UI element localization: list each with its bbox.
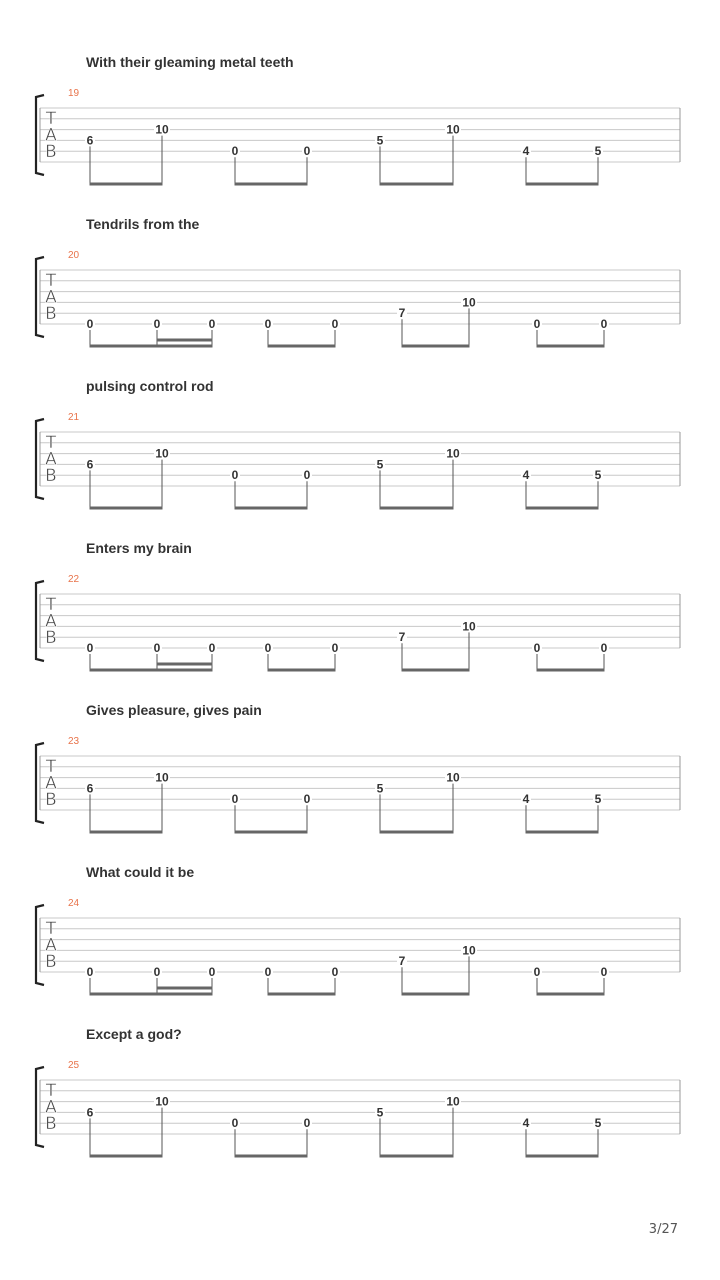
- measure-number: 21: [68, 412, 80, 423]
- tab-clef-letter: B: [45, 951, 57, 972]
- tab-system: [36, 378, 680, 508]
- fret-number: 0: [331, 965, 339, 979]
- fret-number: 6: [86, 133, 94, 148]
- fret-number: 10: [155, 1094, 169, 1109]
- fret-number: 0: [600, 965, 608, 979]
- fret-number: 6: [86, 1105, 94, 1120]
- fret-number: 0: [600, 317, 608, 331]
- fret-number: 0: [533, 965, 541, 979]
- fret-number: 10: [155, 122, 169, 137]
- fret-number: 10: [446, 1094, 460, 1109]
- fret-number: 0: [264, 641, 272, 655]
- tab-clef-letter: T: [45, 270, 57, 291]
- fret-number: 4: [522, 144, 530, 159]
- fret-number: 5: [594, 1116, 602, 1131]
- page-number: 3/27: [648, 1222, 678, 1237]
- fret-number: 0: [153, 317, 161, 331]
- lyric-text: What could it be: [86, 864, 195, 880]
- fret-number: 0: [600, 641, 608, 655]
- fret-number: 0: [231, 1116, 239, 1131]
- fret-number: 0: [303, 1116, 311, 1131]
- fret-number: 7: [398, 306, 406, 321]
- fret-number: 5: [376, 1105, 384, 1120]
- fret-number: 0: [303, 792, 311, 807]
- fret-number: 5: [376, 781, 384, 796]
- fret-number: 0: [208, 317, 216, 331]
- tab-clef-letter: B: [45, 303, 57, 324]
- fret-number: 0: [533, 641, 541, 655]
- fret-number: 10: [462, 943, 476, 958]
- tab-clef-letter: B: [45, 627, 57, 648]
- lyric-text: pulsing control rod: [86, 378, 214, 394]
- tab-clef-letter: T: [45, 1080, 57, 1101]
- tab-system: [36, 702, 680, 832]
- lyric-text: Gives pleasure, gives pain: [86, 702, 262, 718]
- measure-number: 19: [68, 88, 80, 99]
- tab-clef-letter: T: [45, 594, 57, 615]
- tab-clef-letter: A: [45, 287, 57, 308]
- fret-number: 10: [462, 619, 476, 634]
- fret-number: 6: [86, 781, 94, 796]
- tab-system: [36, 540, 680, 670]
- fret-number: 6: [86, 457, 94, 472]
- tab-clef-letter: T: [45, 756, 57, 777]
- measure-number: 24: [68, 898, 80, 909]
- fret-number: 0: [231, 144, 239, 159]
- fret-number: 5: [376, 457, 384, 472]
- fret-number: 4: [522, 468, 530, 483]
- fret-number: 0: [86, 317, 94, 331]
- fret-number: 0: [208, 965, 216, 979]
- tab-system: [36, 216, 680, 346]
- lyric-text: With their gleaming metal teeth: [86, 54, 294, 70]
- tab-clef-letter: A: [45, 611, 57, 632]
- measure-number: 25: [68, 1060, 80, 1071]
- fret-number: 5: [594, 792, 602, 807]
- lyric-text: Tendrils from the: [86, 216, 200, 232]
- measure-number: 20: [68, 250, 80, 261]
- tab-clef-letter: A: [45, 935, 57, 956]
- fret-number: 5: [376, 133, 384, 148]
- tab-system: [36, 864, 680, 994]
- measure-number: 23: [68, 736, 80, 747]
- tab-clef-letter: B: [45, 1113, 57, 1134]
- fret-number: 0: [86, 965, 94, 979]
- fret-number: 10: [155, 446, 169, 461]
- fret-number: 0: [231, 792, 239, 807]
- measure-number: 22: [68, 574, 80, 585]
- fret-number: 5: [594, 144, 602, 159]
- fret-number: 0: [303, 144, 311, 159]
- fret-number: 0: [86, 641, 94, 655]
- tab-clef-letter: A: [45, 773, 57, 794]
- fret-number: 0: [303, 468, 311, 483]
- tab-clef-letter: T: [45, 918, 57, 939]
- fret-number: 10: [462, 295, 476, 310]
- tab-clef-letter: B: [45, 465, 57, 486]
- fret-number: 10: [446, 122, 460, 137]
- fret-number: 0: [331, 641, 339, 655]
- tab-system: [36, 54, 680, 184]
- fret-number: 0: [533, 317, 541, 331]
- tab-clef-letter: B: [45, 789, 57, 810]
- lyric-text: Enters my brain: [86, 540, 192, 556]
- lyric-text: Except a god?: [86, 1026, 182, 1042]
- fret-number: 0: [153, 641, 161, 655]
- fret-number: 0: [331, 317, 339, 331]
- fret-number: 10: [155, 770, 169, 785]
- fret-number: 0: [208, 641, 216, 655]
- tab-clef-letter: B: [45, 141, 57, 162]
- fret-number: 7: [398, 630, 406, 645]
- fret-number: 10: [446, 446, 460, 461]
- fret-number: 10: [446, 770, 460, 785]
- tab-clef-letter: T: [45, 108, 57, 129]
- tab-clef-letter: A: [45, 1097, 57, 1118]
- fret-number: 0: [264, 317, 272, 331]
- fret-number: 4: [522, 792, 530, 807]
- tab-clef-letter: T: [45, 432, 57, 453]
- tab-clef-letter: A: [45, 125, 57, 146]
- tab-system: [36, 1026, 680, 1156]
- fret-number: 0: [153, 965, 161, 979]
- fret-number: 4: [522, 1116, 530, 1131]
- tab-clef-letter: A: [45, 449, 57, 470]
- fret-number: 7: [398, 954, 406, 969]
- fret-number: 5: [594, 468, 602, 483]
- fret-number: 0: [264, 965, 272, 979]
- fret-number: 0: [231, 468, 239, 483]
